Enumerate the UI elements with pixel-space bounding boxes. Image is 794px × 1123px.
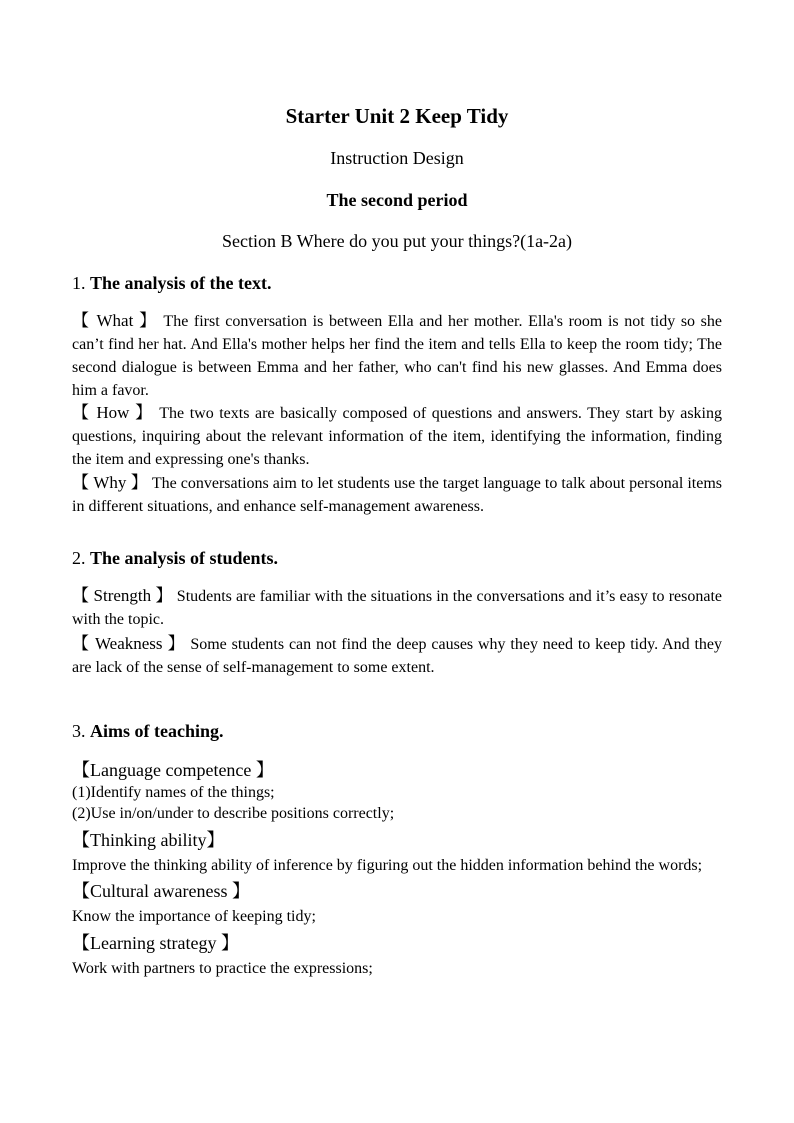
weakness-text: Some students can not find the deep causes why they need to keep tidy. And they are lack of the sense of self-management to some extent. — [72, 636, 723, 676]
strength-text: Students are familiar with the situations in the conversations and it’s easy to resonate with the topic. — [72, 588, 722, 628]
section-3-heading — [72, 721, 224, 742]
why-text: The conversations aim to let students use the target language to talk about personal items in different situations, and enhance self-management awareness. — [72, 475, 722, 515]
section-1-label: The analysis of the text. — [90, 273, 272, 293]
section-heading: Section B Where do you put your things?(1a-2a) — [221, 231, 573, 251]
section-2-heading — [72, 548, 278, 569]
language-item-2: (2)Use in/on/under to describe positions correctly; — [72, 805, 395, 822]
thinking-ability-tag: 【Thinking ability】 — [72, 830, 225, 850]
what-tag: 【 What 】 — [72, 311, 158, 330]
how-text: The two texts are basically composed of questions and answers. They start by asking questions, inquiring about the relevant information of the item, identifying the information, finding the item and expressing one's thanks. — [72, 405, 723, 468]
section-1-heading — [72, 273, 272, 294]
cultural-awareness-text: Know the importance of keeping tidy; — [72, 908, 316, 925]
learning-strategy-text: Work with partners to practice the expressions; — [72, 960, 373, 977]
how-tag: 【 How 】 — [72, 403, 154, 422]
section-2-number: 2. — [72, 548, 90, 568]
what-paragraph — [72, 309, 722, 402]
why-paragraph — [72, 471, 722, 518]
cultural-awareness-tag: 【Cultural awareness 】 — [72, 881, 250, 901]
period-heading: The second period — [326, 190, 468, 210]
weakness-tag: 【 Weakness 】 — [72, 634, 186, 653]
aims-list — [72, 758, 722, 979]
how-paragraph — [72, 401, 722, 471]
language-competence-tag: 【Language competence 】 — [72, 760, 274, 780]
thinking-ability-text: Improve the thinking ability of inference by figuring out the hidden information behind the words; — [72, 857, 703, 874]
section-1-number: 1. — [72, 273, 90, 293]
what-text: The first conversation is between Ella and her mother. Ella's room is not tidy so she can’t find her hat. And Ella's mother helps her find the item and tells Ella to keep the room tidy; The second dialogue is between Emma and her father, who can't find his new glasses. And Emma does him a favor. — [72, 313, 722, 399]
weakness-paragraph — [72, 632, 722, 679]
page-title: Starter Unit 2 Keep Tidy — [285, 104, 509, 128]
strength-tag: 【 Strength 】 — [72, 586, 173, 605]
page-subtitle: Instruction Design — [330, 148, 464, 168]
section-3-number: 3. — [72, 721, 90, 741]
strength-paragraph — [72, 584, 722, 631]
language-item-1: (1)Identify names of the things; — [72, 784, 275, 801]
learning-strategy-tag: 【Learning strategy 】 — [72, 933, 239, 953]
why-tag: 【 Why 】 — [72, 473, 148, 492]
section-3-label: Aims of teaching. — [90, 721, 224, 741]
section-2-label: The analysis of students. — [90, 548, 279, 568]
